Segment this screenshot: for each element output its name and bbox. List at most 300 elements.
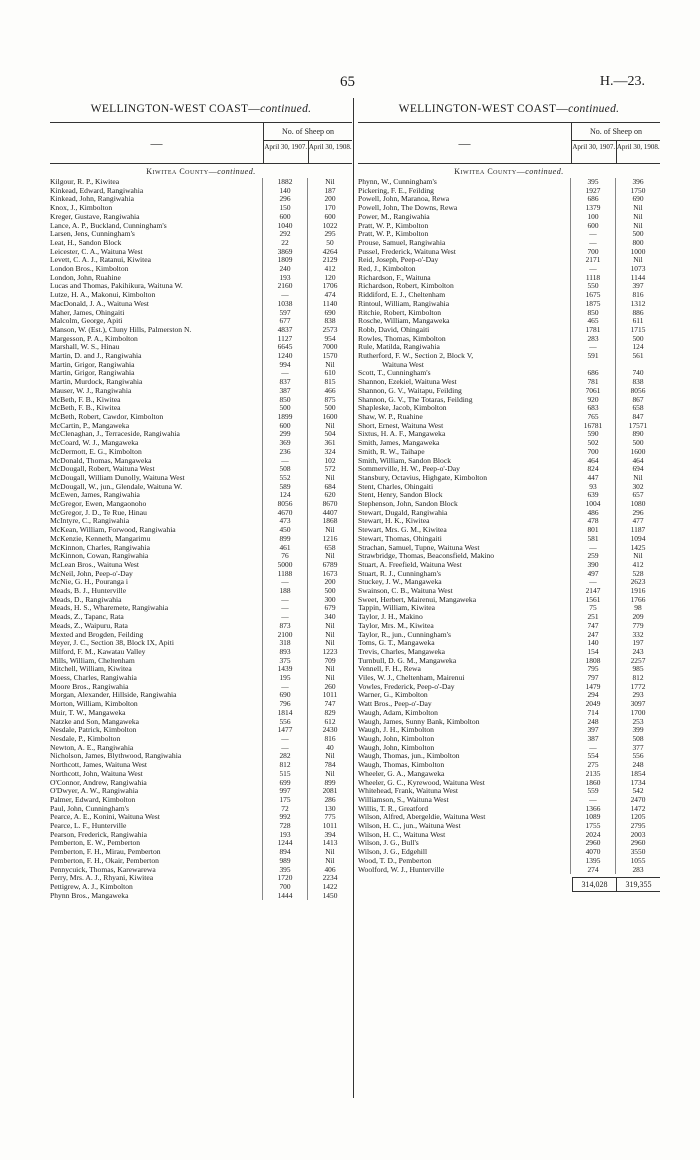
total-1907: 314,028 bbox=[572, 877, 616, 892]
sheep-1908: Nil bbox=[307, 178, 352, 187]
sheep-1908: 6789 bbox=[307, 561, 352, 570]
sheep-1907: 502 bbox=[570, 439, 615, 448]
sheep-1908: Nil bbox=[615, 213, 660, 222]
owner-name: Swainson, C. B., Waituna West bbox=[358, 587, 453, 596]
sheep-1907: — bbox=[570, 744, 615, 753]
owner-name: Sommerville, H. W., Peep-o'-Day bbox=[358, 465, 460, 474]
table-row bbox=[358, 274, 660, 283]
sheep-1907: 1927 bbox=[570, 187, 615, 196]
owner-name: Northcott, John, Waituna West bbox=[50, 769, 143, 778]
sheep-1907: 1882 bbox=[262, 178, 307, 187]
table-row bbox=[50, 648, 352, 657]
table-row bbox=[50, 239, 352, 248]
sheep-1908: 1715 bbox=[615, 326, 660, 335]
table-row bbox=[358, 822, 660, 831]
table-row bbox=[358, 317, 660, 326]
sheep-1907: 76 bbox=[262, 552, 307, 561]
sheep-1907: 283 bbox=[570, 335, 615, 344]
sheep-1908: 1011 bbox=[307, 822, 352, 831]
sheep-1908: 361 bbox=[307, 439, 352, 448]
owner-name: Waugh, John, Kimbolton bbox=[358, 743, 435, 752]
owner-name: Shannon, Ezekiel, Waituna West bbox=[358, 378, 457, 387]
owner-name: Martin, Grigor, Rangiwahia bbox=[50, 360, 135, 369]
sheep-1908: 170 bbox=[307, 204, 352, 213]
sheep-1907: 1127 bbox=[262, 335, 307, 344]
table-row bbox=[358, 587, 660, 596]
sheep-1907: 997 bbox=[262, 787, 307, 796]
sheep-1907: 796 bbox=[262, 700, 307, 709]
owner-name: Ritchie, Robert, Kimbolton bbox=[358, 308, 442, 317]
owner-name: Maher, James, Ohingaiti bbox=[50, 308, 125, 317]
sheep-1908: 838 bbox=[615, 378, 660, 387]
owner-name: McBeth, F. B., Kiwitea bbox=[50, 395, 121, 404]
sheep-1907: — bbox=[262, 735, 307, 744]
sheep-1908: Nil bbox=[615, 474, 660, 483]
sheep-1907: 299 bbox=[262, 430, 307, 439]
sheep-1907: 473 bbox=[262, 517, 307, 526]
table-row bbox=[358, 230, 660, 239]
sheep-1907: 824 bbox=[570, 465, 615, 474]
sheep-1908: 2960 bbox=[615, 839, 660, 848]
owner-name: Powell, John, Maranoa, Rewa bbox=[358, 195, 450, 204]
table-row bbox=[50, 535, 352, 544]
sheep-1907: 248 bbox=[570, 718, 615, 727]
sheep-1907: 894 bbox=[262, 848, 307, 857]
owner-name: Leicester, C. A., Waituna West bbox=[50, 247, 143, 256]
sheep-1908: 3097 bbox=[615, 700, 660, 709]
owner-name: Waugh, James, Sunny Bank, Kimbolton bbox=[358, 717, 480, 726]
owner-name: Levett, C. A. J., Ratanui, Kiwitea bbox=[50, 256, 152, 265]
sheep-1908: 875 bbox=[307, 396, 352, 405]
table-row bbox=[50, 813, 352, 822]
sheep-1908: 838 bbox=[307, 317, 352, 326]
owner-name: Wilson, J. G., Edgehill bbox=[358, 848, 428, 857]
owner-name: Strawbridge, Thomas, Beaconsfield, Makino bbox=[358, 552, 495, 561]
table-row bbox=[358, 657, 660, 666]
sheep-1907: 2171 bbox=[570, 256, 615, 265]
owner-name: Rutherford, F. W., Section 2, Block V, bbox=[358, 352, 474, 361]
owner-name: Mauser, W. J., Rangiwahia bbox=[50, 386, 132, 395]
owner-name: Warner, G., Kimbolton bbox=[358, 691, 428, 700]
sheep-1908: 816 bbox=[307, 735, 352, 744]
sheep-1907: — bbox=[262, 744, 307, 753]
table-row bbox=[358, 578, 660, 587]
table-row bbox=[358, 813, 660, 822]
sheep-1908: Nil bbox=[615, 204, 660, 213]
sheep-1907: — bbox=[262, 613, 307, 622]
table-row bbox=[358, 866, 660, 875]
sheep-1908: 556 bbox=[615, 752, 660, 761]
sheep-1907: 193 bbox=[262, 274, 307, 283]
sheep-1907: 714 bbox=[570, 709, 615, 718]
sheep-1908: Nil bbox=[307, 752, 352, 761]
owner-name: Meads, B. J., Hunterville bbox=[50, 587, 127, 596]
sheep-1907: 100 bbox=[570, 213, 615, 222]
owner-name: Short, Ernest, Waituna West bbox=[358, 421, 444, 430]
table-row bbox=[50, 613, 352, 622]
sheep-1907: 140 bbox=[262, 187, 307, 196]
sheep-1908: Nil bbox=[307, 665, 352, 674]
owner-name: Wilson, Alfred, Abergeldie, Waituna West bbox=[358, 813, 486, 822]
sheep-1908: 812 bbox=[615, 674, 660, 683]
table-row bbox=[50, 343, 352, 352]
owner-name: Stuart, A. Freefield, Waituna West bbox=[358, 560, 462, 569]
table-row bbox=[358, 483, 660, 492]
sheep-1907: 556 bbox=[262, 718, 307, 727]
owner-name: Stewart, H. K., Kiwitea bbox=[358, 517, 430, 526]
sheep-1907: 747 bbox=[570, 622, 615, 631]
sheep-1907: 251 bbox=[570, 613, 615, 622]
sheep-1908: 500 bbox=[615, 335, 660, 344]
sheep-1908: 2573 bbox=[307, 326, 352, 335]
sheep-1907: 920 bbox=[570, 396, 615, 405]
owner-name: Phynn Bros., Mangaweka bbox=[50, 891, 129, 900]
table-row bbox=[50, 361, 352, 370]
sheep-1907: 700 bbox=[570, 448, 615, 457]
sheep-1908: 694 bbox=[615, 465, 660, 474]
sheep-1908: 98 bbox=[615, 604, 660, 613]
sheep-1907: 1479 bbox=[570, 683, 615, 692]
owner-name: Newton, A. E., Rangiwahia bbox=[50, 743, 134, 752]
table-row bbox=[358, 744, 660, 753]
sheep-1907: 93 bbox=[570, 483, 615, 492]
sheep-1907: 175 bbox=[262, 796, 307, 805]
table-row bbox=[358, 683, 660, 692]
date-1908-header: April 30, 1908. bbox=[616, 143, 660, 151]
owner-name: Wilson, J. G., Bull's bbox=[358, 839, 419, 848]
table-row bbox=[358, 526, 660, 535]
sheep-1908: Nil bbox=[307, 361, 352, 370]
sheep-1908: 561 bbox=[615, 352, 660, 361]
table-row bbox=[358, 361, 660, 370]
owner-name: Martin, D. and J., Rangiwahia bbox=[50, 352, 142, 361]
owner-name: McDonald, Thomas, Mangaweka bbox=[50, 456, 152, 465]
owner-name: Meads, D., Rangiwahia bbox=[50, 595, 122, 604]
sheep-1907: 994 bbox=[262, 361, 307, 370]
sheep-1908: 243 bbox=[615, 648, 660, 657]
owner-name: Pearce, A. E., Konini, Waituna West bbox=[50, 813, 160, 822]
table-row bbox=[358, 213, 660, 222]
document-reference: H.—23. bbox=[599, 74, 645, 89]
sheep-1907: 193 bbox=[262, 831, 307, 840]
sheep-1908: 102 bbox=[307, 457, 352, 466]
owner-name: Pettigrew, A. J., Kimbolton bbox=[50, 882, 133, 891]
table-row bbox=[50, 596, 352, 605]
table-row bbox=[50, 796, 352, 805]
sheep-1907: 850 bbox=[262, 396, 307, 405]
table-row bbox=[358, 430, 660, 439]
owner-name: MacDonald, J. A., Waituna West bbox=[50, 299, 149, 308]
sheep-1908: 1073 bbox=[615, 265, 660, 274]
sheep-1908: 412 bbox=[307, 265, 352, 274]
owner-name: Taylor, R., jun., Cunningham's bbox=[358, 630, 451, 639]
sheep-1908: 300 bbox=[307, 596, 352, 605]
table-row bbox=[50, 892, 352, 901]
owner-name: Willis, T. R., Greatford bbox=[358, 804, 429, 813]
owner-name: Stansbury, Octavius, Highgate, Kimbolton bbox=[358, 473, 488, 482]
sheep-1907: 274 bbox=[570, 866, 615, 875]
owner-name: McDougall, W., jun., Glendale, Waituna W. bbox=[50, 482, 183, 491]
owner-name: Meads, H. S., Wharemete, Rangiwahia bbox=[50, 604, 169, 613]
sheep-1908: 1216 bbox=[307, 535, 352, 544]
owner-name: Sweet, Herbert, Mairenui, Mangaweka bbox=[358, 595, 477, 604]
sheep-1908: 209 bbox=[615, 613, 660, 622]
owner-name: McEwen, James, Rangiwahia bbox=[50, 491, 140, 500]
table-row bbox=[50, 587, 352, 596]
sheep-1908: 1772 bbox=[615, 683, 660, 692]
owner-name: Sixtus, H. A. F., Mangaweka bbox=[358, 430, 446, 439]
section-title-right: WELLINGTON-WEST COAST—continued. bbox=[398, 103, 620, 115]
table-row bbox=[358, 457, 660, 466]
right-column bbox=[358, 100, 660, 892]
sheep-1907: 8056 bbox=[262, 500, 307, 509]
sheep-1907: 2049 bbox=[570, 700, 615, 709]
sheep-1907: — bbox=[262, 683, 307, 692]
sheep-1907: 837 bbox=[262, 378, 307, 387]
sheep-1908: 124 bbox=[615, 343, 660, 352]
owner-name: Taylor, Mrs. M., Kiwitea bbox=[358, 621, 434, 630]
sheep-1907: 294 bbox=[570, 691, 615, 700]
sheep-1908: 2795 bbox=[615, 822, 660, 831]
table-row bbox=[50, 256, 352, 265]
sheep-1908: 394 bbox=[307, 831, 352, 840]
table-row bbox=[358, 648, 660, 657]
sheep-1908: 657 bbox=[615, 491, 660, 500]
sheep-1907: 124 bbox=[262, 491, 307, 500]
table-row bbox=[358, 718, 660, 727]
sheep-1907: 22 bbox=[262, 239, 307, 248]
table-row bbox=[358, 535, 660, 544]
sheep-1908: 8670 bbox=[307, 500, 352, 509]
table-row bbox=[358, 378, 660, 387]
sheep-1907: 1439 bbox=[262, 665, 307, 674]
table-row bbox=[358, 639, 660, 648]
table-row bbox=[50, 274, 352, 283]
sheep-1907: 992 bbox=[262, 813, 307, 822]
table-row bbox=[50, 448, 352, 457]
sheep-1907: 188 bbox=[262, 587, 307, 596]
owner-name: Larsen, Jens, Cunningham's bbox=[50, 230, 135, 239]
table-row bbox=[358, 265, 660, 274]
table-row bbox=[358, 665, 660, 674]
owner-name: Taylor, J. H., Makino bbox=[358, 613, 423, 622]
sheep-1908: 775 bbox=[307, 813, 352, 822]
sheep-1907: 247 bbox=[570, 631, 615, 640]
table-row bbox=[50, 195, 352, 204]
table-row bbox=[50, 866, 352, 875]
owner-name: Pratt, W. P., Kimbolton bbox=[358, 230, 429, 239]
table-row bbox=[50, 657, 352, 666]
sheep-1907: 6645 bbox=[262, 343, 307, 352]
sheep-1908: 1187 bbox=[615, 526, 660, 535]
table-row bbox=[358, 291, 660, 300]
table-row bbox=[50, 718, 352, 727]
table-row bbox=[358, 343, 660, 352]
table-row bbox=[50, 439, 352, 448]
sheep-1908: 302 bbox=[615, 483, 660, 492]
sheep-1908: 658 bbox=[615, 404, 660, 413]
owner-name: Pickering, F. E., Feilding bbox=[358, 186, 434, 195]
sheep-1907: 154 bbox=[570, 648, 615, 657]
table-row bbox=[358, 326, 660, 335]
sheep-1908: 406 bbox=[307, 866, 352, 875]
owner-name: Northcott, James, Waituna West bbox=[50, 761, 147, 770]
sheep-1907: 801 bbox=[570, 526, 615, 535]
sheep-1907: 508 bbox=[262, 465, 307, 474]
table-row bbox=[50, 422, 352, 431]
section-suffix: continued. bbox=[568, 103, 620, 115]
sheep-1907: 3869 bbox=[262, 248, 307, 257]
sheep-1908: 1700 bbox=[615, 709, 660, 718]
sheep-header: No. of Sheep on bbox=[264, 123, 352, 141]
owner-name: McKinnon, Cowan, Rangiwahia bbox=[50, 552, 149, 561]
table-row bbox=[358, 709, 660, 718]
sheep-1907: 700 bbox=[262, 883, 307, 892]
table-row bbox=[50, 552, 352, 561]
sheep-1907: 450 bbox=[262, 526, 307, 535]
sheep-1908: 1413 bbox=[307, 839, 352, 848]
sheep-1908: 2003 bbox=[615, 831, 660, 840]
sheep-1907: 296 bbox=[262, 195, 307, 204]
sheep-1907: 1899 bbox=[262, 413, 307, 422]
table-row bbox=[50, 291, 352, 300]
sheep-1908: 1022 bbox=[307, 222, 352, 231]
sheep-1908: 690 bbox=[307, 309, 352, 318]
page-number: 65 bbox=[340, 74, 355, 90]
sheep-1908: 260 bbox=[307, 683, 352, 692]
table-row bbox=[50, 430, 352, 439]
sheep-1907: — bbox=[570, 796, 615, 805]
section-name: WELLINGTON-WEST COAST bbox=[90, 103, 249, 115]
sheep-1908: 504 bbox=[307, 430, 352, 439]
owner-name: London, John, Ruahine bbox=[50, 273, 121, 282]
table-row bbox=[358, 604, 660, 613]
table-row bbox=[50, 683, 352, 692]
owner-name: Martin, Murdock, Rangiwahia bbox=[50, 378, 143, 387]
sheep-1908: 1472 bbox=[615, 805, 660, 814]
table-row bbox=[50, 787, 352, 796]
owner-name: Meyer, J. C., Section 38, Block IX, Apiti bbox=[50, 639, 174, 648]
owner-name: Waugh, J. H., Kimbolton bbox=[358, 726, 434, 735]
name-column-header: — bbox=[50, 123, 264, 163]
owner-name: Riddiford, E. J., Cheltenham bbox=[358, 291, 446, 300]
section-suffix: continued. bbox=[260, 103, 312, 115]
table-row bbox=[50, 726, 352, 735]
sheep-1908: 412 bbox=[615, 561, 660, 570]
sheep-1907: 686 bbox=[570, 195, 615, 204]
sheep-1907: 1561 bbox=[570, 596, 615, 605]
owner-name: Pennycuick, Thomas, Karewarewa bbox=[50, 865, 156, 874]
table-row bbox=[358, 787, 660, 796]
county-heading-right: Kiwitea County—continued. bbox=[454, 167, 564, 176]
table-row bbox=[358, 570, 660, 579]
sheep-1908: 340 bbox=[307, 613, 352, 622]
owner-name: Meads, Z., Tapanc, Rata bbox=[50, 613, 124, 622]
sheep-1908: 286 bbox=[307, 796, 352, 805]
sheep-1907: 581 bbox=[570, 535, 615, 544]
owner-name: Power, M., Rangiwahia bbox=[358, 212, 430, 221]
owner-name: Pearce, L. F., Hunterville bbox=[50, 822, 127, 831]
sheep-1907: 464 bbox=[570, 457, 615, 466]
sheep-1908: 1916 bbox=[615, 587, 660, 596]
sheep-1907: — bbox=[262, 369, 307, 378]
sheep-1907: 600 bbox=[262, 213, 307, 222]
sheep-1908: 779 bbox=[615, 622, 660, 631]
table-row bbox=[50, 665, 352, 674]
table-row bbox=[50, 744, 352, 753]
owner-name: Wheeler, G. C., Kyrewood, Waituna West bbox=[358, 778, 485, 787]
owner-name: Shapleske, Jacob, Kimbolton bbox=[358, 404, 447, 413]
table-row bbox=[50, 326, 352, 335]
sheep-1907: 500 bbox=[262, 404, 307, 413]
sheep-1907: 795 bbox=[570, 665, 615, 674]
sheep-1907: 590 bbox=[570, 430, 615, 439]
column-divider bbox=[353, 98, 354, 1098]
table-row bbox=[358, 517, 660, 526]
table-row bbox=[50, 457, 352, 466]
owner-name: Mitchell, William, Kiwitea bbox=[50, 665, 132, 674]
sheep-1908: 1205 bbox=[615, 813, 660, 822]
sheep-1907: 873 bbox=[262, 622, 307, 631]
owner-name: Stent, Charles, Ohingaiti bbox=[358, 482, 434, 491]
sheep-1908: 1425 bbox=[615, 544, 660, 553]
owner-name: Pearson, Frederick, Rangiwahia bbox=[50, 830, 148, 839]
sheep-1907: 236 bbox=[262, 448, 307, 457]
sheep-1907: 1720 bbox=[262, 874, 307, 883]
date-1907-header: April 30, 1907. bbox=[264, 141, 309, 163]
owner-name: Lucas and Thomas, Pakihikura, Waituna W. bbox=[50, 282, 183, 291]
table-row bbox=[358, 726, 660, 735]
owner-name: Reid, Joseph, Peep-o'-Day bbox=[358, 256, 439, 265]
owner-name: McCartin, P., Mangaweka bbox=[50, 421, 130, 430]
table-row bbox=[50, 404, 352, 413]
sheep-1908: 40 bbox=[307, 744, 352, 753]
sheep-1907: 699 bbox=[262, 779, 307, 788]
sheep-1907: — bbox=[570, 265, 615, 274]
table-row bbox=[50, 517, 352, 526]
sheep-1908: 600 bbox=[307, 213, 352, 222]
table-header-right bbox=[358, 122, 660, 164]
sheep-1907: 1809 bbox=[262, 256, 307, 265]
sheep-1907: 989 bbox=[262, 857, 307, 866]
sheep-1908: 2129 bbox=[307, 256, 352, 265]
left-column bbox=[50, 100, 352, 900]
sheep-1907: — bbox=[570, 578, 615, 587]
sheep-1908: 658 bbox=[307, 544, 352, 553]
section-name: WELLINGTON-WEST COAST bbox=[398, 103, 557, 115]
sheep-1908: 295 bbox=[307, 230, 352, 239]
sheep-1908: Nil bbox=[307, 857, 352, 866]
sheep-1907: 1477 bbox=[262, 726, 307, 735]
sheep-1907: 5000 bbox=[262, 561, 307, 570]
sheep-1907: 395 bbox=[262, 866, 307, 875]
owner-name: Richardson, Robert, Kimbolton bbox=[358, 282, 454, 291]
table-row bbox=[50, 779, 352, 788]
owner-name: Vowles, Frederick, Peep-o'-Day bbox=[358, 682, 455, 691]
owner-name: McClenaghan, J., Terraceside, Rangiwahia bbox=[50, 430, 180, 439]
sheep-1908: 200 bbox=[307, 195, 352, 204]
table-row bbox=[50, 570, 352, 579]
sheep-1907: — bbox=[570, 239, 615, 248]
sheep-1908: 816 bbox=[615, 291, 660, 300]
table-row bbox=[358, 839, 660, 848]
sheep-1907: 728 bbox=[262, 822, 307, 831]
sheep-1908: Nil bbox=[615, 222, 660, 231]
sheep-1908: 1868 bbox=[307, 517, 352, 526]
sheep-1908: 867 bbox=[615, 396, 660, 405]
total-1908: 319,355 bbox=[616, 877, 660, 892]
owner-name: Scott, T., Cunningham's bbox=[358, 369, 431, 378]
